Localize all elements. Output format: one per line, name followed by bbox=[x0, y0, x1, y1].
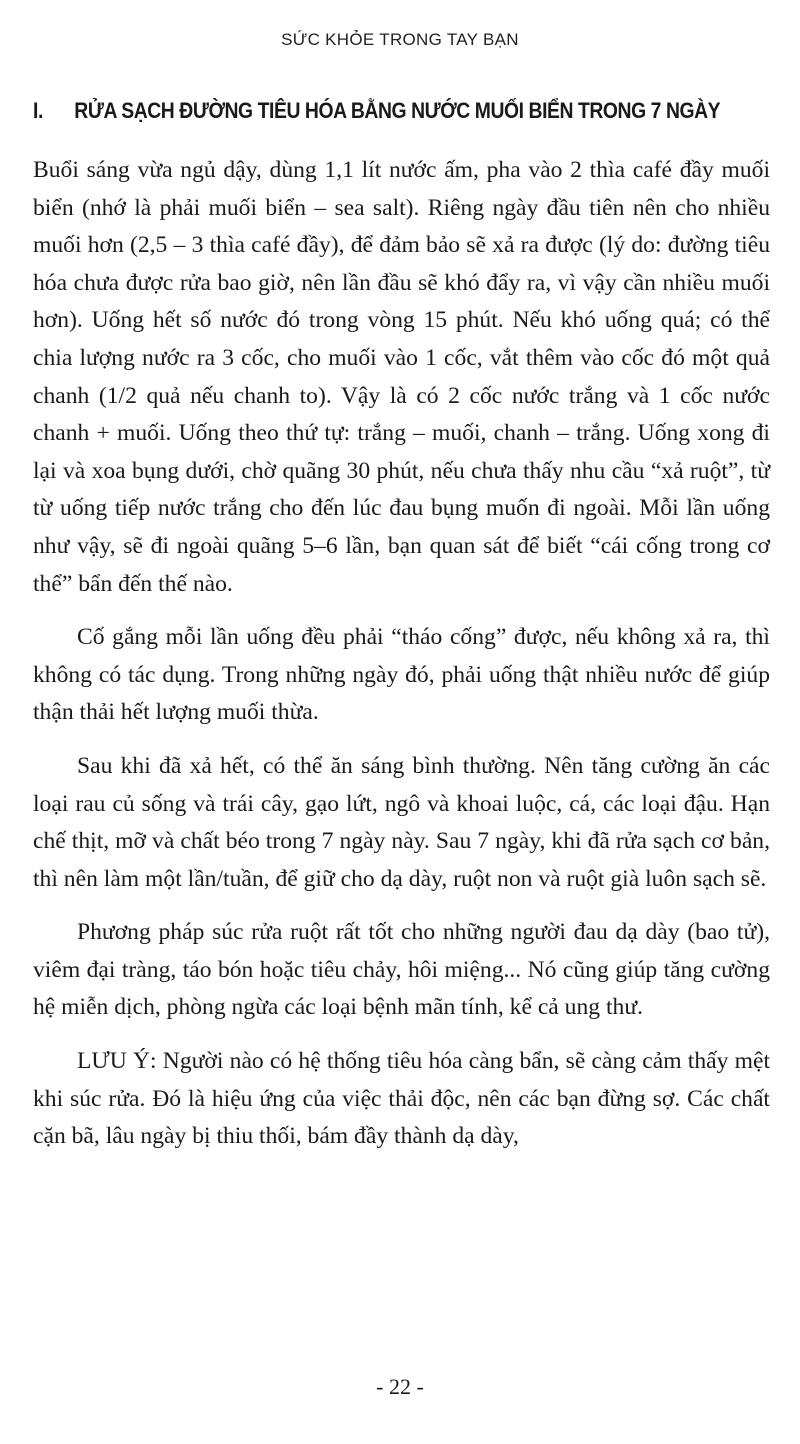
paragraph: Sau khi đã xả hết, có thể ăn sáng bình thường. Nên tăng cường ăn các loại rau củ sống và trái cây, gạo lứt, ngô và khoai luộc, cá, các loại đậu. Hạn chế thịt, mỡ và chất béo trong 7 ngày này. Sau 7 ngày, khi đã rửa sạch cơ bản, thì nên làm một lần/tuần, để giữ cho dạ dày, ruột non và ruột già luôn sạch sẽ. bbox=[33, 752, 770, 892]
page-number: - 22 - bbox=[376, 1374, 424, 1399]
paragraph-note: LƯU Ý: Người nào có hệ thống tiêu hóa càng bẩn, sẽ càng cảm thấy mệt khi súc rửa. Đó là hiệu ứng của việc thải độc, nên các bạn đừng sợ. Các chất cặn bã, lâu ngày bị thiu thối, bám đầy thành dạ dày, bbox=[33, 1048, 770, 1150]
section-title: RỬA SẠCH ĐƯỜNG TIÊU HÓA BẰNG NƯỚC MUỐI BIỂN TRONG 7 NGÀY bbox=[74, 98, 721, 123]
paragraph: Buổi sáng vừa ngủ dậy, dùng 1,1 lít nước ấm, pha vào 2 thìa café đầy muối biển (nhớ là phải muối biển – sea salt). Riêng ngày đầu tiên nên cho nhiều muối hơn (2,5 – 3 thìa café đầy), để đảm bảo sẽ xả ra được (lý do: đường tiêu hóa chưa được rửa bao giờ, nên lần đầu sẽ khó đẩy ra, vì vậy cần nhiều muối hơn). Uống hết số nước đó trong vòng 15 phút. Nếu khó uống quá; có thể chia lượng nước ra 3 cốc, cho muối vào 1 cốc, vắt thêm vào cốc đó một quả chanh (1/2 quả nếu chanh to). Vậy là có 2 cốc nước trắng và 1 cốc nước chanh + muối. Uống theo thứ tự: trắng – muối, chanh – trắng. Uống xong đi lại và xoa bụng dưới, chờ quãng 30 phút, nếu chưa thấy nhu cầu “xả ruột”, từ từ uống tiếp nước trắng cho đến lúc đau bụng muốn đi ngoài. Mỗi lần uống như vậy, sẽ đi ngoài quãng 5–6 lần, bạn quan sát để biết “cái cống trong cơ thể” bẩn đến thế nào. bbox=[33, 157, 770, 597]
section-number: I. bbox=[33, 98, 43, 123]
section-heading bbox=[33, 98, 721, 124]
paragraph: Cố gắng mỗi lần uống đều phải “tháo cống” được, nếu không xả ra, thì không có tác dụng. Trong những ngày đó, phải uống thật nhiều nước để giúp thận thải hết lượng muối thừa. bbox=[33, 624, 770, 726]
paragraph: Phương pháp súc rửa ruột rất tốt cho những người đau dạ dày (bao tử), viêm đại tràng, táo bón hoặc tiêu chảy, hôi miệng... Nó cũng giúp tăng cường hệ miễn dịch, phòng ngừa các loại bệnh mãn tính, kể cả ung thư. bbox=[33, 919, 770, 1021]
body-text bbox=[33, 152, 770, 1156]
running-header: SỨC KHỎE TRONG TAY BẠN bbox=[281, 30, 519, 49]
